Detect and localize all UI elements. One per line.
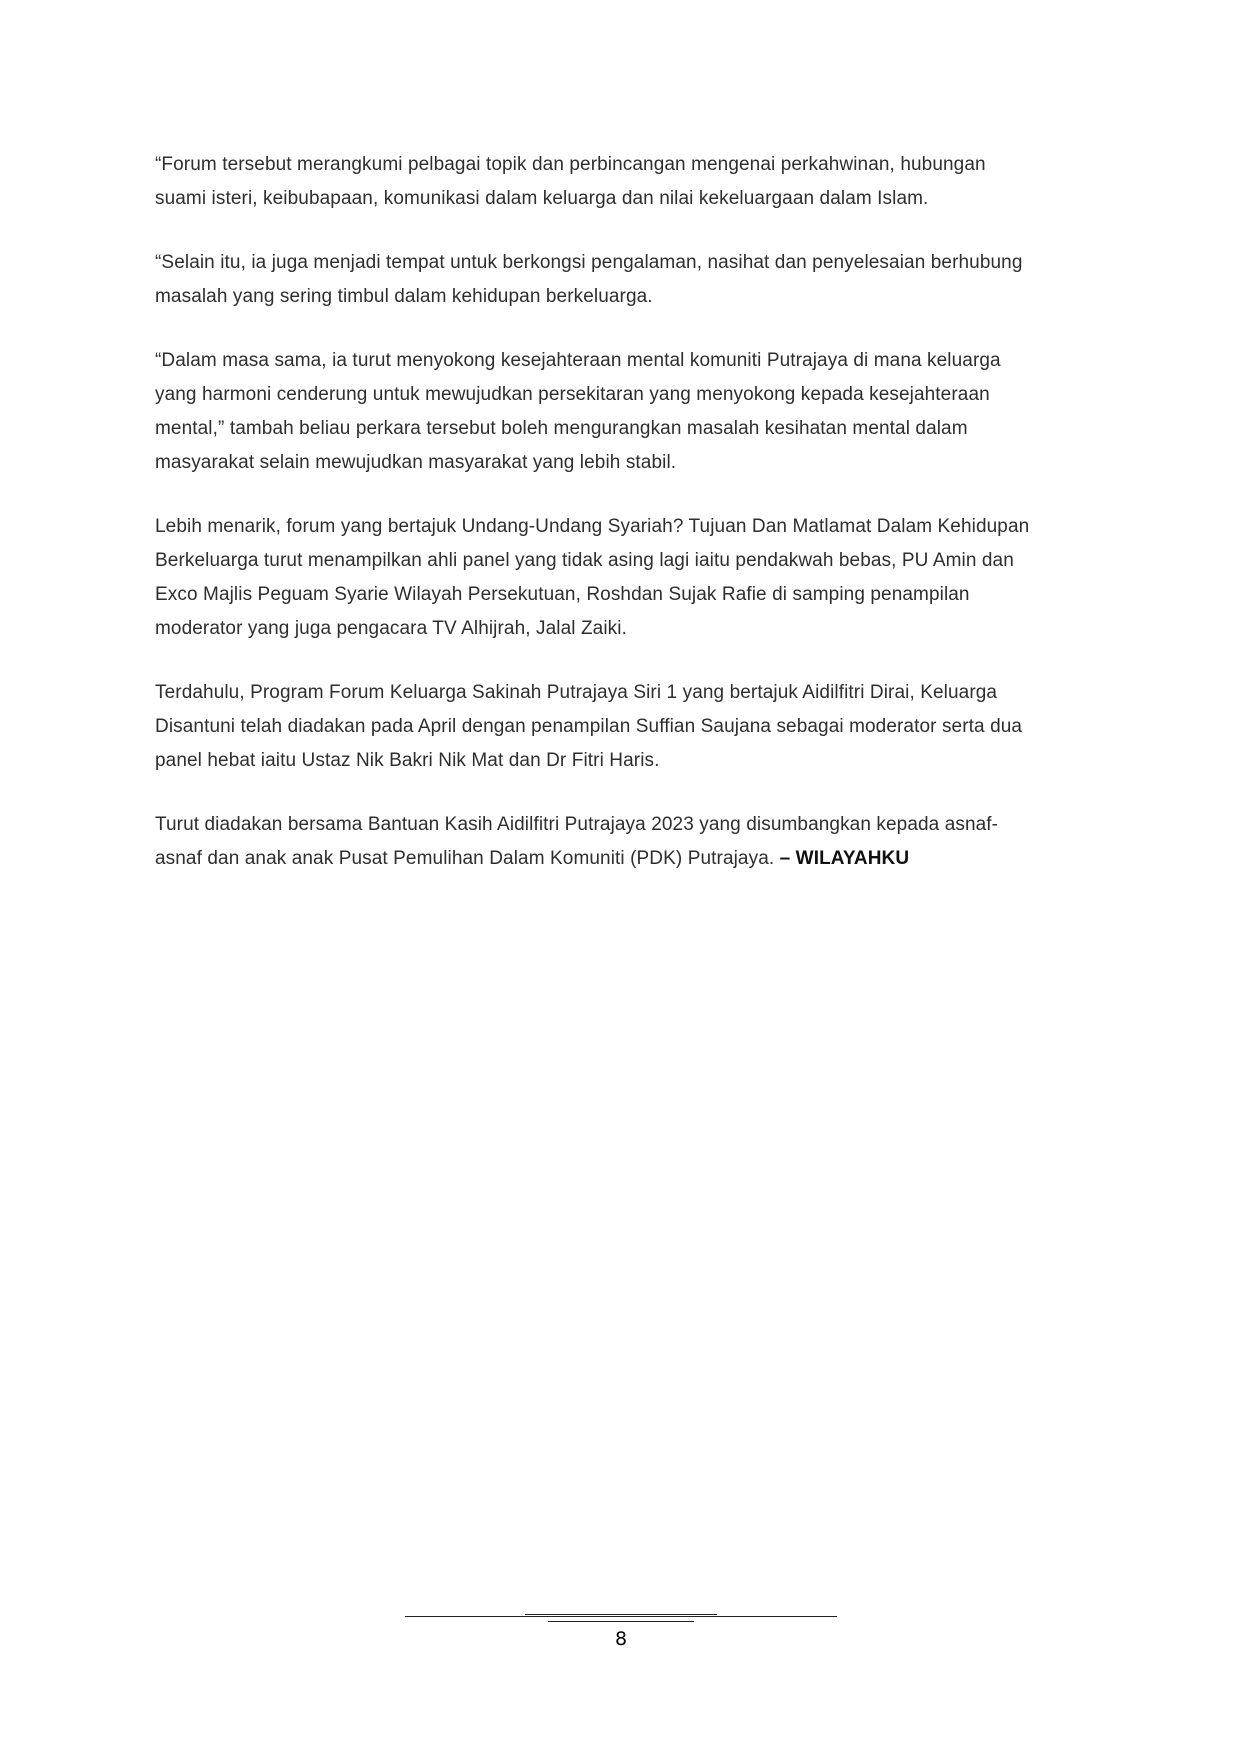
paragraph-line: Turut diadakan bersama Bantuan Kasih Aidilfitri Putrajaya 2023 yang disumbangkan kepada asnaf- (155, 814, 999, 835)
article-paragraph (155, 246, 1095, 314)
paragraph-line: “Forum tersebut merangkumi pelbagai topik dan perbincangan mengenai perkahwinan, hubungan (155, 154, 986, 175)
paragraph-line: Terdahulu, Program Forum Keluarga Sakinah Putrajaya Siri 1 yang bertajuk Aidilfitri Dirai, Keluarga (155, 682, 998, 703)
article-paragraph (155, 676, 1095, 778)
article-paragraph (155, 344, 1095, 480)
paragraph-line: “Selain itu, ia juga menjadi tempat untuk berkongsi pengalaman, nasihat dan penyelesaian berhubung (155, 252, 1023, 273)
paragraph-line: masyarakat selain mewujudkan masyarakat yang lebih stabil. (155, 452, 677, 473)
paragraph-line: Exco Majlis Peguam Syarie Wilayah Persekutuan, Roshdan Sujak Rafie di samping penampilan (155, 584, 970, 605)
paragraph-line: moderator yang juga pengacara TV Alhijrah, Jalal Zaiki. (155, 618, 627, 639)
paragraph-line: Lebih menarik, forum yang bertajuk Undang-Undang Syariah? Tujuan Dan Matlamat Dalam Kehidupan (155, 516, 1030, 537)
paragraph-line: mental,” tambah beliau perkara tersebut boleh mengurangkan masalah kesihatan mental dalam (155, 418, 968, 439)
article-paragraph (155, 148, 1095, 216)
paragraph-line: masalah yang sering timbul dalam kehidupan berkeluarga. (155, 286, 653, 307)
article-paragraph (155, 510, 1095, 646)
article-body (155, 148, 1095, 906)
footer-rule-short (548, 1621, 694, 1622)
paragraph-line: suami isteri, keibubapaan, komunikasi dalam keluarga dan nilai kekeluargaan dalam Islam. (155, 188, 929, 209)
paragraph-line: Disantuni telah diadakan pada April dengan penampilan Suffian Saujana sebagai moderator serta dua (155, 716, 1023, 737)
source-signoff: – WILAYAHKU (779, 848, 910, 869)
paragraph-line: yang harmoni cenderung untuk mewujudkan persekitaran yang menyokong kepada kesejahteraan (155, 384, 990, 405)
footer-rule-long (405, 1616, 837, 1617)
paragraph-line-text: asnaf dan anak anak Pusat Pemulihan Dalam Komuniti (PDK) Putrajaya. (155, 848, 780, 869)
page-footer (0, 1600, 1241, 1680)
footer-rule-thick (525, 1614, 717, 1615)
paragraph-line: “Dalam masa sama, ia turut menyokong kesejahteraan mental komuniti Putrajaya di mana keluarga (155, 350, 1001, 371)
paragraph-line: Berkeluarga turut menampilkan ahli panel yang tidak asing lagi iaitu pendakwah bebas, PU Amin dan (155, 550, 1014, 571)
paragraph-line: panel hebat iaitu Ustaz Nik Bakri Nik Mat dan Dr Fitri Haris. (155, 750, 660, 771)
page-number: 8 (614, 1628, 628, 1650)
paragraph-line-with-signoff (155, 842, 1095, 876)
article-paragraph (155, 808, 1095, 876)
